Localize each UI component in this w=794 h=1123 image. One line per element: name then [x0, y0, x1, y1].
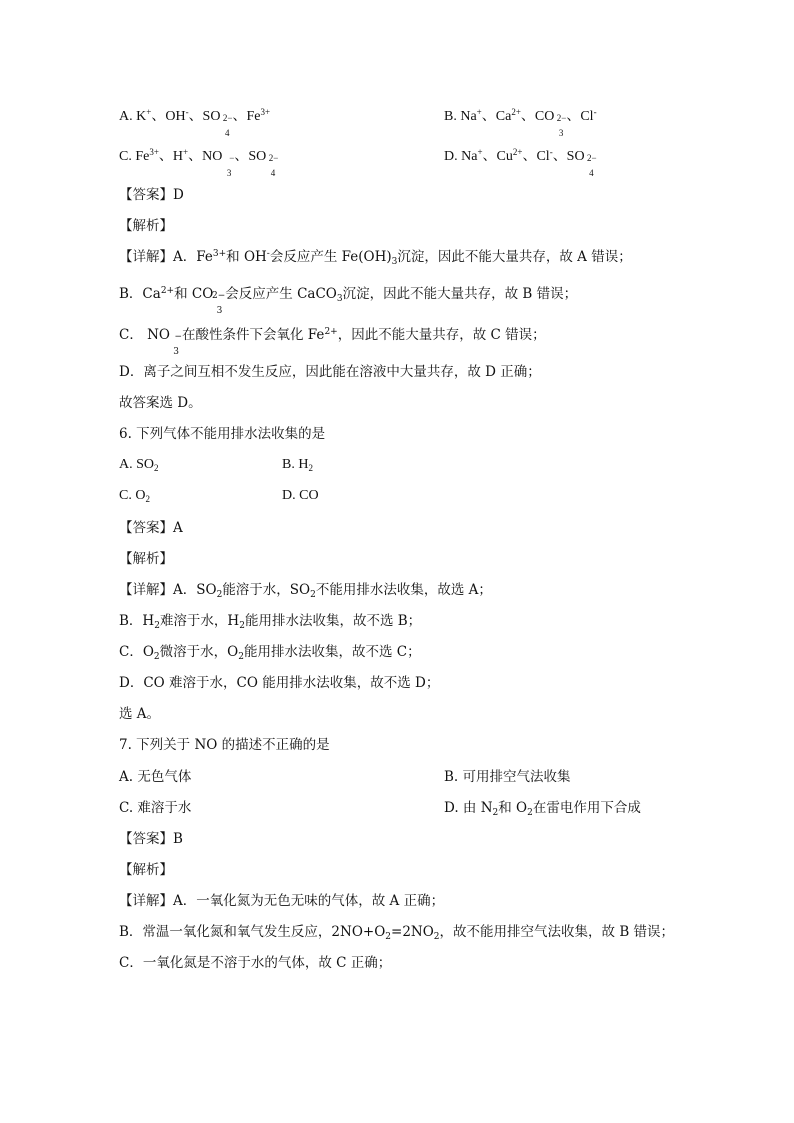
q6-option-d: D. CO [282, 488, 319, 503]
q6-stem: 6. 下列气体不能用排水法收集的是 [119, 426, 326, 442]
q7-stem: 7. 下列关于 NO 的描述不正确的是 [119, 737, 330, 753]
q5-answer: 【答案】D [119, 187, 184, 203]
q6-conclusion: 选 A。 [119, 706, 161, 722]
q7-answer: 【答案】B [119, 831, 183, 847]
q7-analysis-heading: 【解析】 [119, 862, 173, 878]
q5-detail-d: D．离子之间互相不发生反应，因此能在溶液中大量共存，故 D 正确； [119, 364, 541, 380]
q6-detail-b: B．$H_2$难溶于水，$H_2$能用排水法收集，故不选 B； [119, 613, 422, 631]
q6-option-b: B. $H_2$ [282, 457, 313, 473]
q7-option-d: D. 由 $N_2$和 $O_2$在雷电作用下合成 [444, 800, 641, 818]
q7-detail-b: B．常温一氧化氮和氧气发生反应，$2NO+O_2=2NO_2$，故不能用排空气法收集，故 B 错误； [119, 924, 675, 942]
q5-detail-c: C． NO − 3 在酸性条件下会氧化 $Fe^{2+}$，因此不能大量共存，故 C 错误； [119, 327, 546, 357]
q7-detail-c: C．一氧化氮是不溶于水的气体，故 C 正确； [119, 955, 392, 971]
q5-option-c: C. $Fe^{3+}$、H+、NO − 3 、SO 2− 4 [119, 147, 279, 178]
q6-option-a: A. $SO_2$ [119, 457, 159, 473]
q5-analysis-heading: 【解析】 [119, 218, 173, 234]
q6-detail-a: 【详解】A．$SO_2$能溶于水，$SO_2$不能用排水法收集，故选 A； [119, 582, 492, 600]
q7-detail-a: 【详解】A．一氧化氮为无色无味的气体，故 A 正确； [119, 893, 445, 909]
q5-conclusion: 故答案选 D。 [119, 395, 202, 411]
q5-option-a: A. K+、OH-、SO 2− 4 、$Fe^{3+}$ [119, 107, 271, 138]
q5-option-b: B. Na+、$Ca^{2+}$、CO 2− 3 、Cl- [444, 107, 597, 138]
q5-option-d: D. Na+、$Cu^{2+}$、Cl-、SO 2− 4 [444, 147, 597, 178]
q5-detail-b: B．$Ca^{2+}$和 CO 2− 3 会反应产生 CaCO$_3$沉淀，因此不能大量共存，故 B 错误； [119, 286, 578, 316]
q7-option-c: C. 难溶于水 [119, 800, 192, 816]
q6-answer: 【答案】A [119, 520, 183, 536]
q6-option-c: C. $O_2$ [119, 488, 150, 504]
q6-analysis-heading: 【解析】 [119, 551, 173, 567]
q6-detail-d: D．CO 难溶于水，CO 能用排水法收集，故不选 D； [119, 675, 440, 691]
q6-detail-c: C．$O_2$微溶于水，$O_2$能用排水法收集，故不选 C； [119, 644, 421, 662]
q7-option-b: B. 可用排空气法收集 [444, 769, 571, 785]
q7-option-a: A. 无色气体 [119, 769, 192, 785]
q5-detail-a: 【详解】A．$Fe^{3+}$和 OH-会反应产生 $Fe(OH)_3$沉淀，因此不能大量共存，故 A 错误； [119, 249, 632, 267]
